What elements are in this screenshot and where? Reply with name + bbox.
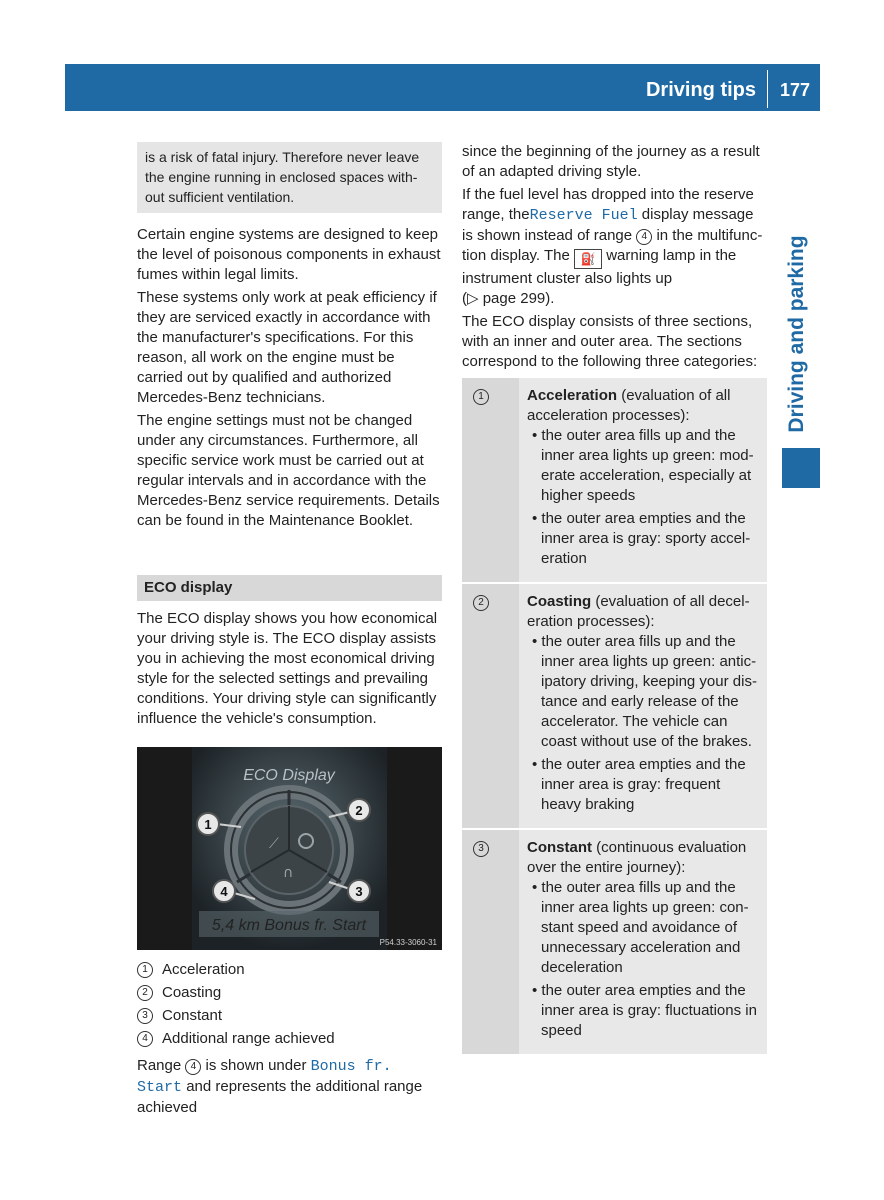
fuel-lamp-icon: ⛽ bbox=[574, 249, 602, 269]
paragraph: These systems only work at peak efficiency if they are serviced exactly in accordance with the manufacturer's specifications. For this reason, all work on the engine must be carried out by qualified and authorized Mercedes-Benz technicians. bbox=[137, 289, 437, 406]
right-column bbox=[462, 142, 767, 1054]
chapter-label: Driving and parking bbox=[785, 235, 808, 433]
list-item: • the outer area fills up and the inner area lights up green: con-stant speed and avoidance of unnecessary acceleration and deceleration bbox=[532, 879, 749, 976]
category-number: 1 bbox=[473, 389, 489, 405]
table-row: 3 Constant (continuous evaluation over the entire journey): • the outer area fills up and the inner area lights up green: con-stant speed and avoidance of unnecessary acceleration and deceleration • the outer area empties and the inner area is gray: fluctuations in speed bbox=[462, 830, 767, 1054]
list-item: • the outer area empties and the inner area is gray: frequent heavy braking bbox=[532, 756, 746, 813]
image-code: P54.33-3060-31 bbox=[379, 938, 437, 947]
legend-number: 2 bbox=[137, 985, 153, 1001]
table-row: 1 Acceleration (evaluation of all acceleration processes): • the outer area fills up and the inner area lights up green: mod-erate acceleration, especially at higher speeds • the outer area empties and the inner area is gray: sporty accel-eration bbox=[462, 378, 767, 582]
category-number: 3 bbox=[473, 841, 489, 857]
eco-display-image bbox=[137, 747, 442, 950]
list-item: • the outer area empties and the inner area is gray: sporty accel-eration bbox=[532, 510, 751, 567]
chapter-tab bbox=[776, 232, 816, 442]
display-message: Reserve Fuel bbox=[529, 207, 638, 224]
paragraph: since the beginning of the journey as a result of an adapted driving style. bbox=[462, 143, 760, 180]
warning-text: is a risk of fatal injury. Therefore never leave the engine running in enclosed spaces with-out sufficient ventilation. bbox=[145, 149, 420, 205]
category-table bbox=[462, 378, 767, 1054]
warning-box bbox=[137, 142, 442, 213]
svg-text:2: 2 bbox=[355, 803, 363, 818]
page-reference: (▷ page 299). bbox=[462, 290, 555, 307]
list-item: • the outer area fills up and the inner area lights up green: antic-ipatory driving, keeping your dis-tance and early release of the accelerator. The vehicle can coast without use of the brakes. bbox=[532, 633, 757, 750]
paragraph: The engine settings must not be changed under any circumstances. Furthermore, all specific service work must be carried out at regular intervals and in accordance with the Mercedes-Benz service requirements. Details can be found in the Maintenance Booklet. bbox=[137, 412, 440, 529]
category-title: Coasting bbox=[527, 593, 592, 610]
legend-number: 3 bbox=[137, 1008, 153, 1024]
legend-item bbox=[137, 1029, 442, 1049]
list-item: • the outer area fills up and the inner area lights up green: mod-erate acceleration, especially at higher speeds bbox=[532, 427, 754, 504]
table-row: 2 Coasting (evaluation of all decel-eration processes): • the outer area fills up and the inner area lights up green: antic-ipatory driving, keeping your dis-tance and early release of the accelerator. The vehicle can coast without use of the brakes. • the outer area empties and the inner area is gray: frequent heavy braking bbox=[462, 584, 767, 828]
range-number: 4 bbox=[185, 1059, 201, 1075]
range-paragraph: Range 4 is shown under Bonus fr. Start and represents the additional range achieved bbox=[137, 1057, 423, 1116]
svg-text:∩: ∩ bbox=[283, 865, 294, 881]
eco-image-title: ECO Display bbox=[243, 767, 335, 784]
range-number: 4 bbox=[636, 229, 652, 245]
legend-label: Acceleration bbox=[162, 961, 245, 978]
legend-label: Coasting bbox=[162, 984, 222, 1001]
legend-item bbox=[137, 1006, 442, 1026]
legend-number: 4 bbox=[137, 1031, 153, 1047]
legend-item bbox=[137, 960, 442, 980]
svg-text:1: 1 bbox=[204, 817, 212, 832]
legend-number: 1 bbox=[137, 962, 153, 978]
paragraph: The ECO display consists of three sections, with an inner and outer area. The sections correspond to the following three categories: bbox=[462, 313, 758, 370]
page-header bbox=[65, 64, 820, 111]
page-number: 177 bbox=[779, 80, 810, 100]
legend-item bbox=[137, 983, 442, 1003]
legend bbox=[137, 960, 442, 1049]
svg-text:⟋: ⟋ bbox=[269, 836, 279, 852]
paragraph: If the fuel level has dropped into the reserve range, theReserve Fuel display message is shown instead of range 4 in the multifunc-tion display. The ⛽ warning lamp in the instrument cluster also lights up (▷ page 299). bbox=[462, 186, 763, 307]
list-item: • the outer area empties and the inner area is gray: fluctuations in speed bbox=[532, 982, 757, 1039]
svg-text:3: 3 bbox=[355, 884, 363, 899]
category-title: Constant bbox=[527, 839, 592, 856]
legend-label: Additional range achieved bbox=[162, 1030, 335, 1047]
category-number: 2 bbox=[473, 595, 489, 611]
header-title: Driving tips bbox=[645, 79, 756, 101]
category-title: Acceleration bbox=[527, 387, 618, 404]
paragraph: The ECO display shows you how economical your driving style is. The ECO display assists you in achieving the most economical driving style for the selected settings and prevailing conditions. Your driving style can significantly influence the vehicle's consumption. bbox=[137, 610, 438, 727]
header-divider bbox=[767, 70, 768, 108]
left-column bbox=[137, 142, 442, 1121]
eco-bonus-text: 5,4 km Bonus fr. Start bbox=[211, 917, 367, 934]
paragraph: Certain engine systems are designed to keep the level of poisonous components in exhaust fumes within legal limits. bbox=[137, 226, 441, 283]
section-title: ECO display bbox=[137, 575, 442, 601]
display-message: Bonus fr. Start bbox=[137, 1058, 392, 1096]
chapter-marker bbox=[782, 448, 820, 488]
svg-text:4: 4 bbox=[220, 884, 228, 899]
legend-label: Constant bbox=[162, 1007, 223, 1024]
